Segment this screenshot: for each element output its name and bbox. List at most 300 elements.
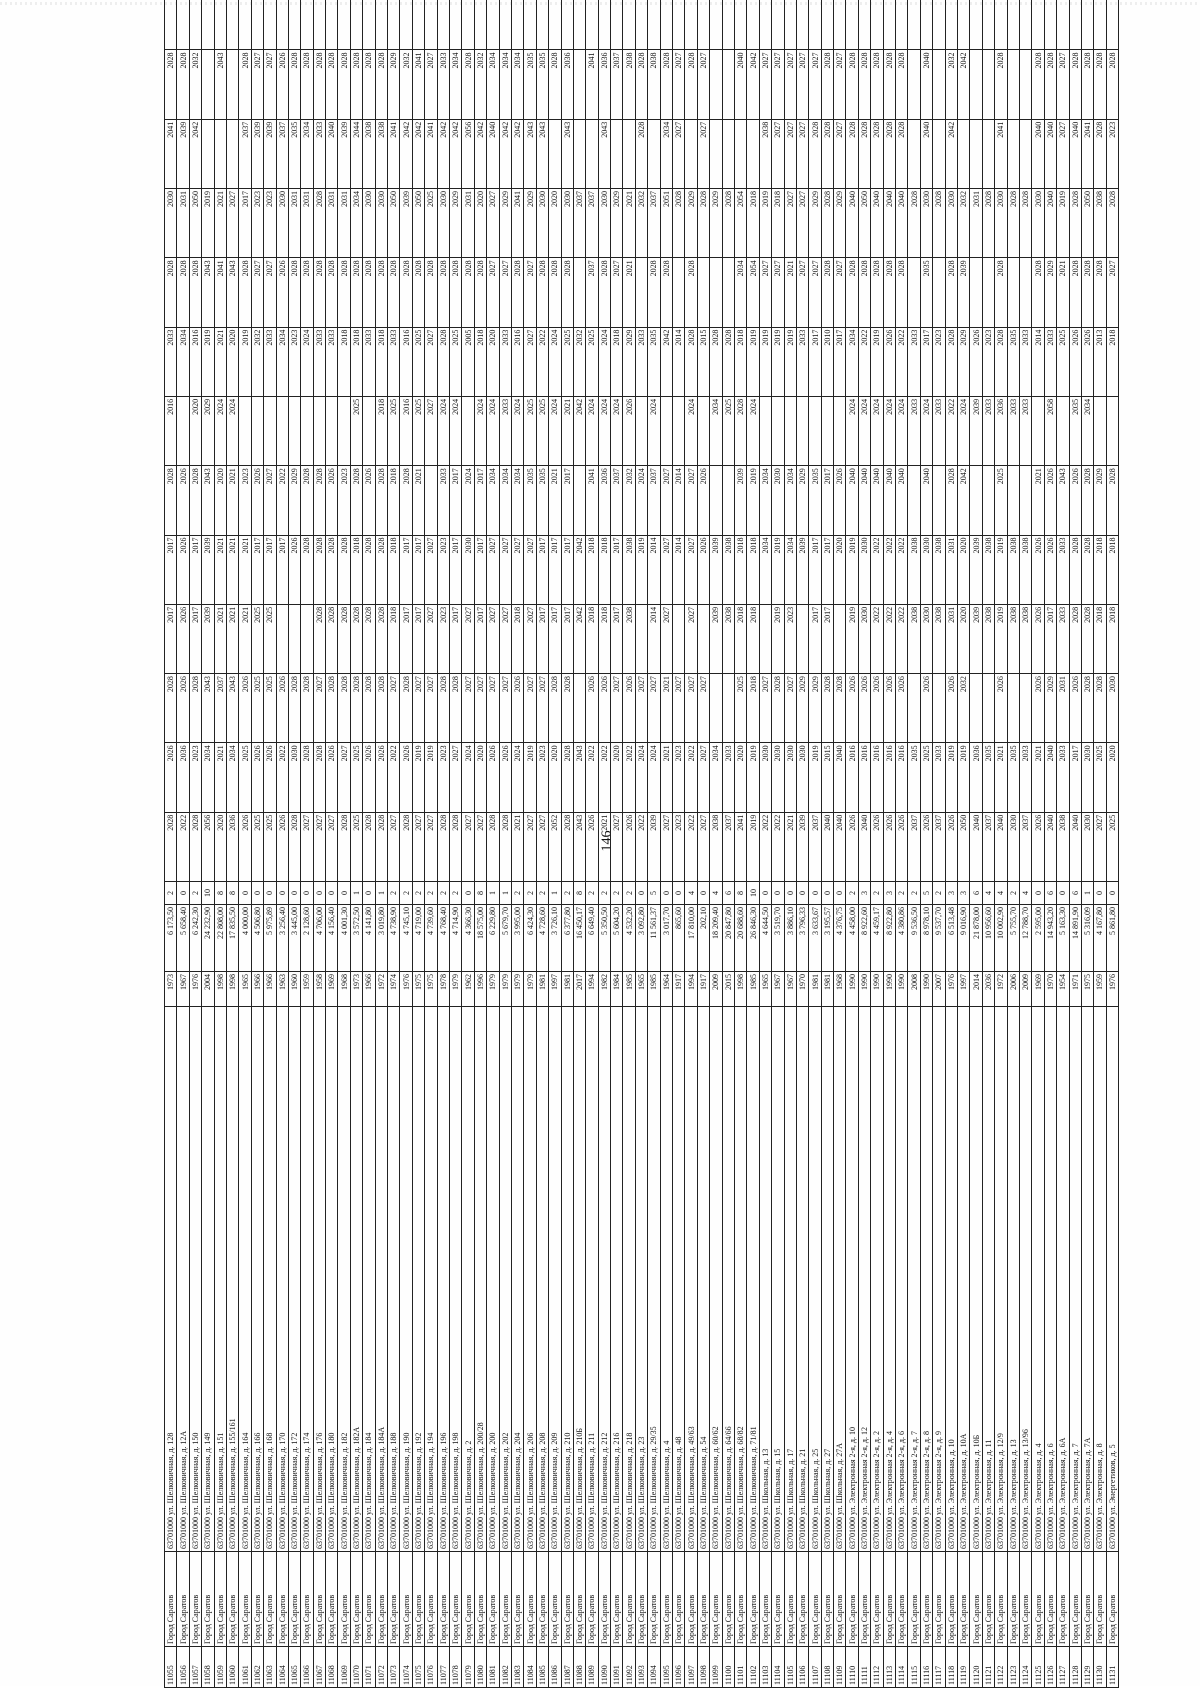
table-cell: 11106 <box>796 1647 808 1688</box>
table-cell: 0 <box>1106 882 1118 905</box>
table-cell: 2017 <box>189 535 201 604</box>
table-cell: 2028 <box>648 258 660 327</box>
table-cell: 2023 <box>673 812 685 881</box>
table-cell: 2027 <box>388 812 400 881</box>
table-cell: 2042 <box>660 327 672 396</box>
table-cell: 2028 <box>1081 674 1093 743</box>
table-cell: 2050 <box>388 189 400 258</box>
table-cell <box>611 0 623 50</box>
table-cell: 2018 <box>747 604 759 673</box>
table-cell: 2033 <box>313 327 325 396</box>
table-cell: 2028 <box>326 50 338 119</box>
table-cell: 2026 <box>945 674 957 743</box>
table-cell <box>313 396 325 465</box>
table-cell: 1966 <box>251 972 263 1007</box>
table-cell: 3 519,70 <box>772 905 784 972</box>
table-cell: 2026 <box>995 674 1007 743</box>
table-cell: 2026 <box>177 604 189 673</box>
table-cell: 2034 <box>846 327 858 396</box>
table-cell: 2016 <box>871 743 883 812</box>
table-cell: 1979 <box>511 972 523 1007</box>
table-row <box>611 0 623 1688</box>
table-cell: 2027 <box>264 50 276 119</box>
table-cell: Город Саратов <box>871 1552 883 1647</box>
table-cell: 2036 <box>177 743 189 812</box>
table-cell: 2039 <box>970 396 982 465</box>
table-cell: 63701000 ул. Шелковичная, д. 12А <box>177 1007 189 1552</box>
table-cell: 2028 <box>400 258 412 327</box>
table-cell: 6 <box>1069 882 1081 905</box>
table-cell: 2028 <box>425 258 437 327</box>
table-cell: 2028 <box>301 535 313 604</box>
table-row <box>462 0 474 1688</box>
table-cell: 2028 <box>549 50 561 119</box>
table-cell: 2033 <box>1019 396 1031 465</box>
table-cell: 2024 <box>462 466 474 535</box>
table-cell: 2030 <box>920 535 932 604</box>
table-cell: 8 922,80 <box>883 905 895 972</box>
table-cell: Город Саратов <box>896 1552 908 1647</box>
table-cell: 2035 <box>524 466 536 535</box>
table-cell <box>710 258 722 327</box>
table-cell: 2017 <box>809 535 821 604</box>
table-row <box>425 0 437 1688</box>
table-cell: 2019 <box>747 327 759 396</box>
table-cell: 2028 <box>685 50 697 119</box>
table-cell: 2027 <box>487 674 499 743</box>
table-cell: 2027 <box>673 50 685 119</box>
table-cell <box>772 396 784 465</box>
table-cell: 2028 <box>685 327 697 396</box>
table-cell: 2043 <box>214 50 226 119</box>
table-cell: 2008 <box>908 972 920 1007</box>
table-cell: 2028 <box>1094 258 1106 327</box>
table-cell: 2038 <box>710 812 722 881</box>
table-cell: 2017 <box>821 535 833 604</box>
table-cell: 63701000 ул. Шелковичная, д. 182 <box>338 1007 350 1552</box>
table-cell <box>449 0 461 50</box>
table-cell: 2028 <box>326 674 338 743</box>
table-cell: 2021 <box>598 812 610 881</box>
table-cell: 2028 <box>821 189 833 258</box>
table-cell: 2028 <box>313 466 325 535</box>
table-cell <box>1069 0 1081 50</box>
table-cell: 11061 <box>239 1647 251 1688</box>
table-cell: Город Саратов <box>363 1552 375 1647</box>
table-cell: 2021 <box>623 258 635 327</box>
table-cell: 3 019,80 <box>375 905 387 972</box>
table-cell: 63701000 ул. Электронная, д. 10А <box>958 1007 970 1552</box>
table-cell: 2027 <box>487 189 499 258</box>
table-cell: Город Саратов <box>499 1552 511 1647</box>
table-cell <box>920 0 932 50</box>
table-cell: 1974 <box>388 972 400 1007</box>
table-cell: 2030 <box>536 189 548 258</box>
table-cell: 2030 <box>437 189 449 258</box>
table-cell: 2026 <box>846 812 858 881</box>
table-cell: 2024 <box>635 466 647 535</box>
table-cell: Город Саратов <box>908 1552 920 1647</box>
table-cell: 2015 <box>697 327 709 396</box>
table-cell <box>1057 396 1069 465</box>
table-cell: Город Саратов <box>425 1552 437 1647</box>
table-cell: 2027 <box>388 674 400 743</box>
table-cell: 2028 <box>635 119 647 188</box>
table-cell: 2035 <box>536 466 548 535</box>
table-cell <box>722 674 734 743</box>
table-cell: 2033 <box>165 327 177 396</box>
table-cell: 2042 <box>511 119 523 188</box>
table-row <box>449 0 461 1688</box>
table-cell: 2017 <box>412 604 424 673</box>
table-cell: 2033 <box>1007 396 1019 465</box>
table-cell <box>301 604 313 673</box>
table-cell <box>1057 0 1069 50</box>
table-cell: 2026 <box>846 674 858 743</box>
table-cell: 1972 <box>375 972 387 1007</box>
table-cell: 2025 <box>1094 743 1106 812</box>
table-cell: 2028 <box>313 743 325 812</box>
table-cell: 2019 <box>747 812 759 881</box>
table-cell: 2027 <box>635 674 647 743</box>
table-cell <box>425 466 437 535</box>
table-cell: 0 <box>363 882 375 905</box>
table-cell: 0 <box>796 882 808 905</box>
table-cell: 2027 <box>449 743 461 812</box>
table-cell: 2034 <box>350 189 362 258</box>
table-cell: 2044 <box>350 119 362 188</box>
table-cell: 2023 <box>239 466 251 535</box>
table-cell: Город Саратов <box>722 1552 734 1647</box>
table-cell: 2036 <box>995 396 1007 465</box>
table-cell <box>165 0 177 50</box>
table-cell: 2041 <box>1081 119 1093 188</box>
table-cell: 2020 <box>214 466 226 535</box>
table-cell <box>1019 674 1031 743</box>
table-cell: 2043 <box>202 674 214 743</box>
table-cell: 2028 <box>350 604 362 673</box>
table-cell: 2027 <box>487 535 499 604</box>
table-cell: 2027 <box>499 258 511 327</box>
table-cell: Город Саратов <box>759 1552 771 1647</box>
table-cell: 2028 <box>301 743 313 812</box>
table-cell: 2031 <box>1057 674 1069 743</box>
table-cell: 1958 <box>313 972 325 1007</box>
table-cell: 2028 <box>858 258 870 327</box>
table-cell: 2019 <box>809 743 821 812</box>
table-cell: 2027 <box>611 674 623 743</box>
table-cell: 63701000 ул. Шелковичная, д. 184 <box>363 1007 375 1552</box>
table-cell: 2034 <box>487 50 499 119</box>
table-cell <box>239 0 251 50</box>
table-cell: 2017 <box>809 604 821 673</box>
table-cell: Город Саратов <box>673 1552 685 1647</box>
table-cell: 2028 <box>871 119 883 188</box>
table-cell: 1970 <box>796 972 808 1007</box>
table-cell <box>611 119 623 188</box>
table-cell: 2032 <box>945 50 957 119</box>
table-cell: 6 229,80 <box>487 905 499 972</box>
table-cell <box>759 604 771 673</box>
table-cell: 63701000 ул. Школьная, д. 27 <box>821 1007 833 1552</box>
table-cell: Город Саратов <box>251 1552 263 1647</box>
table-cell: Город Саратов <box>920 1552 932 1647</box>
table-cell: 2021 <box>784 812 796 881</box>
table-cell: 2043 <box>561 119 573 188</box>
table-cell: 2027 <box>313 812 325 881</box>
table-cell: 2028 <box>561 743 573 812</box>
table-cell: 2028 <box>896 119 908 188</box>
table-cell: 63701000 ул. Электронная, д. 11 <box>982 1007 994 1552</box>
table-cell: 2022 <box>896 604 908 673</box>
table-cell <box>982 0 994 50</box>
table-cell: 2028 <box>1069 189 1081 258</box>
table-cell: 9 537,70 <box>933 905 945 972</box>
table-cell: 2018 <box>734 535 746 604</box>
table-cell: 2030 <box>1106 674 1118 743</box>
table-cell: 2029 <box>202 396 214 465</box>
table-cell: 2027 <box>784 50 796 119</box>
table-cell: 2028 <box>350 466 362 535</box>
table-cell: 2023 <box>536 743 548 812</box>
table-cell: 2025 <box>264 604 276 673</box>
table-cell: 2037 <box>586 189 598 258</box>
table-cell: 11080 <box>474 1647 486 1688</box>
table-row <box>809 0 821 1688</box>
table-cell: 1967 <box>772 972 784 1007</box>
table-cell: 2019 <box>202 327 214 396</box>
table-cell: 2026 <box>363 743 375 812</box>
table-cell: 2017 <box>561 604 573 673</box>
table-cell: 2019 <box>945 743 957 812</box>
table-cell: 2020 <box>549 743 561 812</box>
table-cell: 2041 <box>511 189 523 258</box>
table-cell: 2020 <box>834 535 846 604</box>
table-cell <box>809 396 821 465</box>
table-row <box>189 0 201 1688</box>
table-cell: 11109 <box>834 1647 846 1688</box>
table-cell: 63701000 ул. Шелковичная, д. 196 <box>437 1007 449 1552</box>
table-cell: 2027 <box>499 674 511 743</box>
table-cell: 2040 <box>858 466 870 535</box>
table-cell: 2026 <box>375 743 387 812</box>
table-cell: 2034 <box>226 743 238 812</box>
table-cell: 11120 <box>970 1647 982 1688</box>
table-cell: 2019 <box>425 743 437 812</box>
table-cell: 2040 <box>1044 189 1056 258</box>
table-cell: 63701000 ул. Шелковичная, д. 210 <box>561 1007 573 1552</box>
table-cell <box>933 50 945 119</box>
table-cell: 2025 <box>388 396 400 465</box>
table-cell: 2025 <box>412 327 424 396</box>
table-cell: 2028 <box>313 604 325 673</box>
table-cell: 4 768,40 <box>437 905 449 972</box>
table-cell: 2025 <box>350 812 362 881</box>
table-cell: 2004 <box>202 972 214 1007</box>
table-row <box>214 0 226 1688</box>
table-cell <box>834 396 846 465</box>
table-cell <box>982 674 994 743</box>
table-cell: 63701000 ул. Шелковичная, д. 212 <box>598 1007 610 1552</box>
table-cell: 2028 <box>375 604 387 673</box>
table-cell: 2032 <box>635 189 647 258</box>
table-cell: 1981 <box>561 972 573 1007</box>
table-cell: 2027 <box>425 50 437 119</box>
table-row <box>524 0 536 1688</box>
table-cell: 63701000 ул. Электронная, д. 13/96 <box>1019 1007 1031 1552</box>
table-cell: 2038 <box>1019 535 1031 604</box>
table-cell: 20 847,80 <box>722 905 734 972</box>
table-cell: 6 242,30 <box>189 905 201 972</box>
table-cell: 2027 <box>338 743 350 812</box>
table-cell: 2028 <box>189 258 201 327</box>
table-cell: 2026 <box>326 743 338 812</box>
table-cell <box>338 396 350 465</box>
table-cell: 2028 <box>437 327 449 396</box>
table-cell: 2014 <box>673 327 685 396</box>
table-cell <box>772 0 784 50</box>
table-cell: 2034 <box>499 50 511 119</box>
table-cell: 2024 <box>487 396 499 465</box>
table-cell <box>722 119 734 188</box>
table-cell: 2024 <box>586 396 598 465</box>
table-cell: 2018 <box>1106 327 1118 396</box>
table-cell: 2 <box>189 882 201 905</box>
table-cell: 2033 <box>1057 535 1069 604</box>
table-cell: 2022 <box>883 535 895 604</box>
table-cell: 2028 <box>1032 258 1044 327</box>
table-cell: 2026 <box>834 466 846 535</box>
table-cell: 2028 <box>499 812 511 881</box>
table-cell: 2040 <box>1044 812 1056 881</box>
table-cell: 11071 <box>363 1647 375 1688</box>
table-cell: 2039 <box>264 119 276 188</box>
table-cell: 2 <box>511 882 523 905</box>
table-cell: Город Саратов <box>549 1552 561 1647</box>
table-cell: 2018 <box>474 327 486 396</box>
table-cell: 63701000 ул. Шелковичная, д. 155/161 <box>226 1007 238 1552</box>
table-cell: Город Саратов <box>685 1552 697 1647</box>
table-cell: Город Саратов <box>772 1552 784 1647</box>
table-cell: 11115 <box>908 1647 920 1688</box>
table-cell: 2 <box>400 882 412 905</box>
table-cell <box>871 0 883 50</box>
table-cell: 63701000 ул. Школьная, д. 27А <box>834 1007 846 1552</box>
table-cell: 63701000 ул. Шелковичная, д. 176 <box>313 1007 325 1552</box>
table-cell <box>177 396 189 465</box>
table-cell: 2029 <box>1044 674 1056 743</box>
table-cell <box>635 396 647 465</box>
table-cell: 2028 <box>437 258 449 327</box>
table-cell: 2017 <box>821 604 833 673</box>
table-cell: 2030 <box>858 535 870 604</box>
table-cell: 2026 <box>326 466 338 535</box>
table-cell: 2028 <box>1081 535 1093 604</box>
table-cell: 0 <box>264 882 276 905</box>
table-cell <box>276 396 288 465</box>
table-cell: 2025 <box>251 674 263 743</box>
table-cell: 2022 <box>871 604 883 673</box>
table-cell: 2038 <box>908 535 920 604</box>
table-cell: 11124 <box>1019 1647 1031 1688</box>
table-cell <box>995 0 1007 50</box>
table-cell: 2017 <box>276 535 288 604</box>
table-cell: 2024 <box>226 396 238 465</box>
table-cell: 2027 <box>524 258 536 327</box>
table-cell <box>338 0 350 50</box>
table-cell: 2026 <box>883 327 895 396</box>
table-cell: 2022 <box>883 604 895 673</box>
table-cell: 1966 <box>363 972 375 1007</box>
table-cell: 2017 <box>611 604 623 673</box>
table-cell: Город Саратов <box>1081 1552 1093 1647</box>
table-cell <box>1019 50 1031 119</box>
table-cell: 2042 <box>747 50 759 119</box>
table-cell: 2027 <box>425 674 437 743</box>
table-cell: 2028 <box>685 258 697 327</box>
table-cell: 2028 <box>462 50 474 119</box>
table-cell: 63701000 ул. Шелковичная, д. 4 <box>660 1007 672 1552</box>
table-cell: 2027 <box>809 258 821 327</box>
table-cell: 3 <box>945 882 957 905</box>
table-cell: 11131 <box>1106 1647 1118 1688</box>
table-cell <box>722 466 734 535</box>
table-cell: 2019 <box>239 327 251 396</box>
table-cell <box>747 119 759 188</box>
table-cell: 2025 <box>251 812 263 881</box>
table-cell: 2029 <box>623 327 635 396</box>
table-cell: 2017 <box>449 535 461 604</box>
table-row <box>202 0 214 1688</box>
table-cell: 2034 <box>734 258 746 327</box>
table-cell: 2022 <box>896 327 908 396</box>
rotated-table-container <box>164 52 1126 1688</box>
table-cell: 10 956,60 <box>982 905 994 972</box>
table-cell: 2027 <box>251 50 263 119</box>
table-cell: 63701000 ул. Электронная 2-я, д. 10 <box>846 1007 858 1552</box>
table-cell <box>1106 396 1118 465</box>
table-cell: 2029 <box>1094 466 1106 535</box>
table-row <box>673 0 685 1688</box>
table-cell: 2027 <box>660 535 672 604</box>
table-cell: 2014 <box>648 604 660 673</box>
table-cell: 2016 <box>189 327 201 396</box>
table-cell: Город Саратов <box>561 1552 573 1647</box>
table-cell: 2036 <box>598 50 610 119</box>
table-cell: 11056 <box>177 1647 189 1688</box>
table-cell: 11088 <box>573 1647 585 1688</box>
table-cell: 2037 <box>648 189 660 258</box>
table-cell: 2020 <box>734 743 746 812</box>
table-cell <box>549 119 561 188</box>
table-cell: 3 726,10 <box>549 905 561 972</box>
table-cell: 4 167,80 <box>1094 905 1106 972</box>
table-cell <box>1032 0 1044 50</box>
table-cell: 2027 <box>697 50 709 119</box>
table-cell: 2028 <box>821 258 833 327</box>
table-cell: 1975 <box>1081 972 1093 1007</box>
table-cell: 16 450,17 <box>573 905 585 972</box>
table-cell <box>363 0 375 50</box>
table-cell: 2019 <box>772 535 784 604</box>
table-cell: 2025 <box>995 466 1007 535</box>
table-cell: 2017 <box>165 604 177 673</box>
table-cell: 2035 <box>536 50 548 119</box>
table-cell: 2028 <box>487 812 499 881</box>
table-row <box>251 0 263 1688</box>
table-cell: 2035 <box>908 743 920 812</box>
table-cell: 2054 <box>734 189 746 258</box>
